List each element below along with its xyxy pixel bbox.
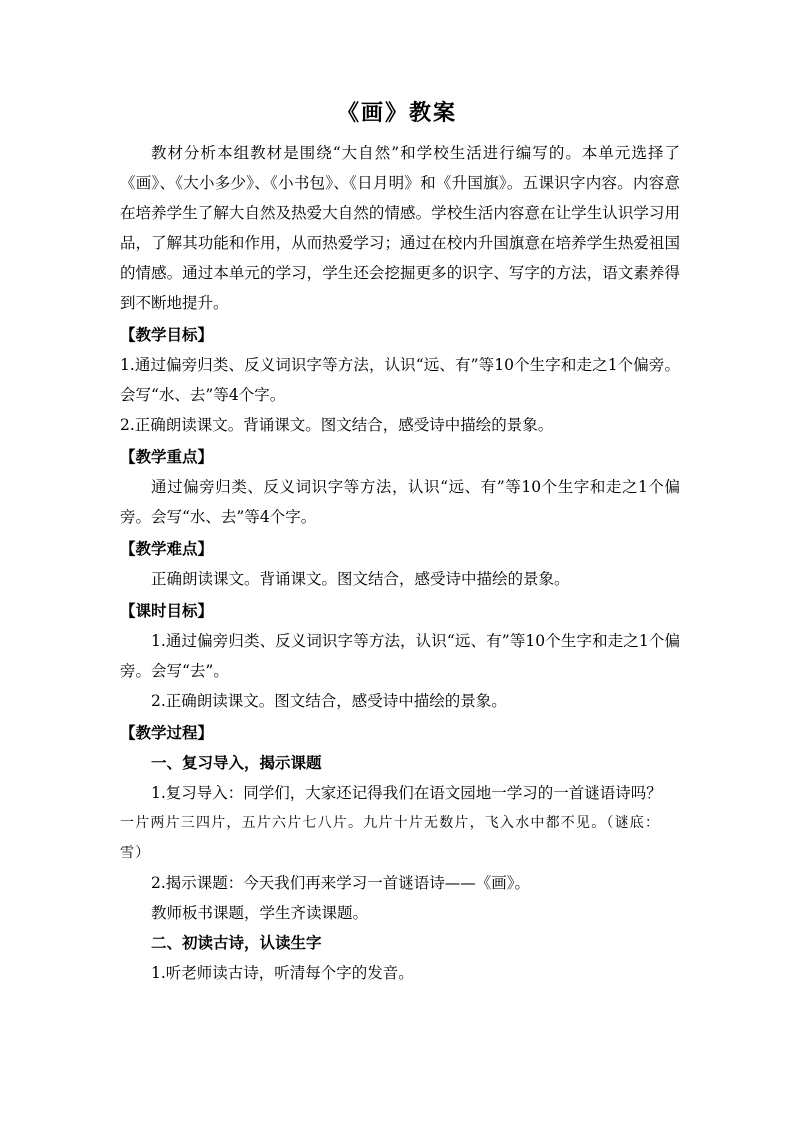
lesson-goals-heading: 【课时目标】 — [120, 601, 214, 620]
step-1-heading: 一、复习导入，揭示课题 — [151, 753, 322, 772]
step-1-item-1: 1.复习导入：同学们，大家还记得我们在语文园地一学习的一首谜语诗吗？ — [151, 784, 662, 802]
riddle-text: 一片两片三四片，五片六片七八片。九片十片无数片，飞入水中都不见。（谜底：雪） — [120, 815, 661, 861]
step-2-heading: 二、初读古诗，认读生字 — [151, 933, 322, 952]
step-2-item-1: 1.听老师读古诗，听清每个字的发音。 — [151, 964, 414, 982]
lesson-goal-item-1: 1.通过偏旁归类、反义词识字等方法，认识“远、有”等10个生字和走之1个偏旁。会写“去”。 — [120, 632, 680, 680]
document-body — [120, 138, 680, 988]
difficulty-heading: 【教学难点】 — [120, 539, 214, 558]
step-1-item-3: 教师板书课题，学生齐读课题。 — [151, 904, 369, 922]
goal-item-2: 2.正确朗读课文。背诵课文。图文结合，感受诗中描绘的景象。 — [120, 416, 554, 434]
key-points-text: 通过偏旁归类、反义词识字等方法，认识“远、有”等10个生字和走之1个偏旁。会写“水、去”等4个字。 — [120, 478, 680, 526]
step-1-item-2: 2.揭示课题：今天我们再来学习一首谜语诗——《画》。 — [151, 874, 531, 892]
process-heading: 【教学过程】 — [120, 723, 214, 742]
goal-item-1: 1.通过偏旁归类、反义词识字等方法，认识“远、有”等10个生字和走之1个偏旁。会写“水、去”等4个字。 — [120, 356, 680, 404]
goals-heading: 【教学目标】 — [120, 325, 214, 344]
page-title: 《画》教案 — [336, 100, 457, 126]
difficulty-text: 正确朗读课文。背诵课文。图文结合，感受诗中描绘的景象。 — [151, 570, 570, 588]
lesson-goal-item-2: 2.正确朗读课文。图文结合，感受诗中描绘的景象。 — [151, 692, 507, 710]
analysis-paragraph: 教材分析本组教材是围绕“大自然”和学校生活进行编写的。本单元选择了《画》、《大小多少》、《小书包》、《日月明》和《升国旗》。五课识字内容。内容意在培养学生了解大自然及热爱大自然的情感。学校生活内容意在让学生认识学习用品，了解其功能和作用，从而热爱学习；通过在校内升国旗意在培养学生热爱祖国的情感。通过本单元的学习，学生还会挖掘更多的识字、写字的方法，语文素养得到不断地提升。 — [120, 144, 680, 312]
key-points-heading: 【教学重点】 — [120, 447, 214, 466]
